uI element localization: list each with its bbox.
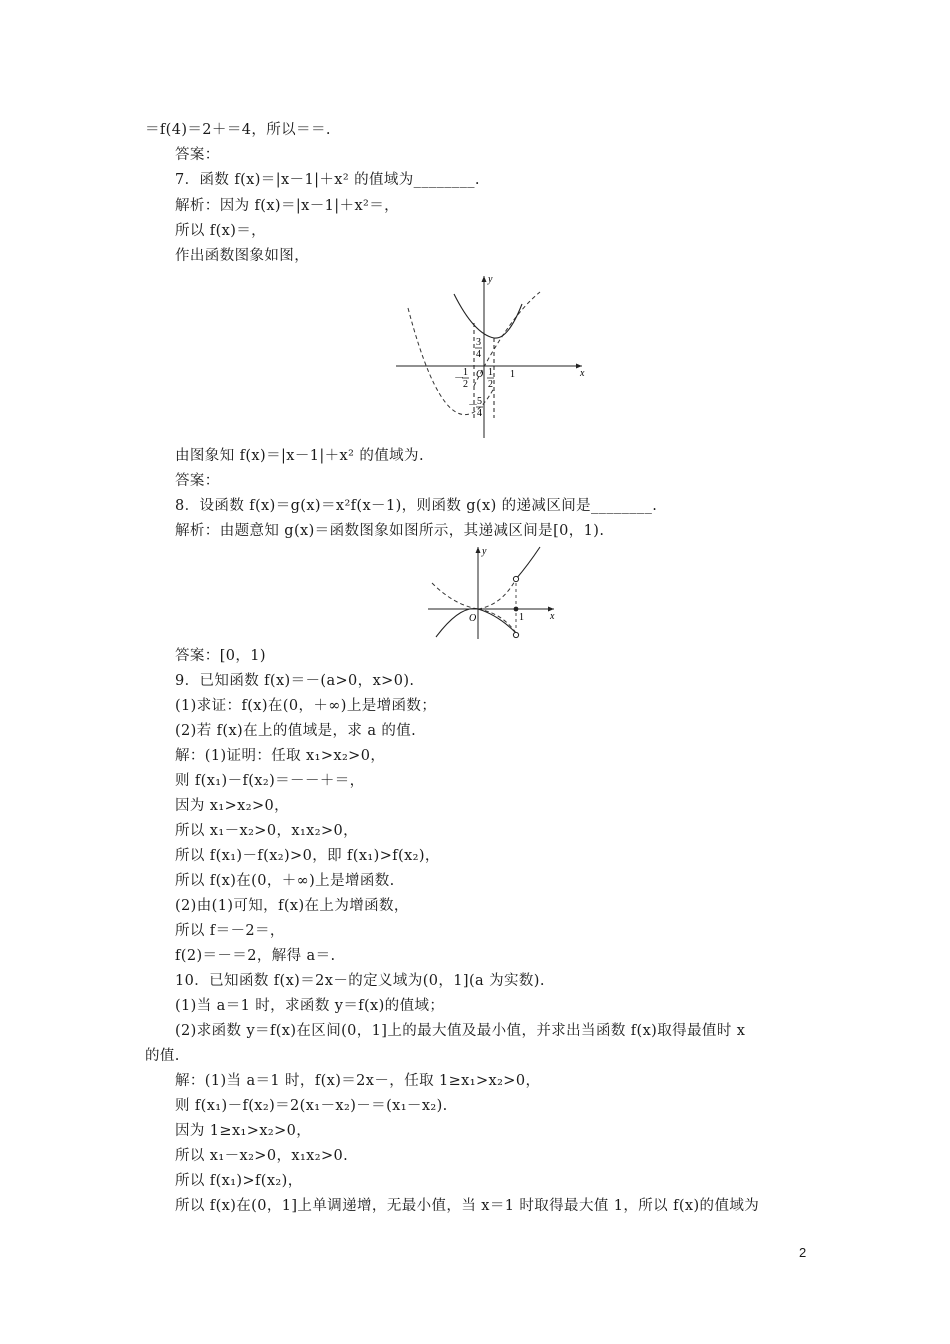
fig1-label-neg54-num: 5 (477, 396, 482, 407)
fig1-label-neg54-sign: － (468, 400, 478, 411)
text-line-4: 解析：因为 f(x)＝|x－1|＋x²＝， (175, 198, 400, 214)
text-line-24: 10．已知函数 f(x)＝2x－的定义域为(0，1](a 为实数). (175, 973, 545, 989)
figure-2-graph (424, 543, 564, 643)
text-line-28: 解：(1)当 a＝1 时，f(x)＝2x－，任取 1≥x₁>x₂>0， (175, 1073, 541, 1089)
fig1-label-half-den: 2 (488, 379, 493, 390)
fig1-label-neg54-den: 4 (477, 408, 482, 419)
fig2-axis-y-label: y (482, 546, 487, 557)
text-line-14: (2)若 f(x)在上的值域是，求 a 的值. (175, 723, 417, 739)
text-line-16: 则 f(x₁)－f(x₂)＝－－＋＝， (175, 773, 365, 789)
fig1-label-neg-half-num: 1 (463, 367, 468, 378)
text-line-1: ＝f(4)＝2＋＝4，所以＝＝. (145, 122, 331, 138)
fig1-label-neg-half-den: 2 (463, 379, 468, 390)
fig1-label-4: 4 (476, 349, 481, 360)
text-line-3: 7．函数 f(x)＝|x－1|＋x² 的值域为________. (175, 172, 480, 188)
text-line-31: 所以 x₁－x₂>0，x₁x₂>0. (175, 1148, 349, 1164)
text-line-20: 所以 f(x)在(0，＋∞)上是增函数. (175, 873, 395, 889)
text-line-22: 所以 f＝－2＝， (175, 923, 285, 939)
text-line-18: 所以 x₁－x₂>0，x₁x₂>0， (175, 823, 359, 839)
text-line-19: 所以 f(x₁)－f(x₂)>0，即 f(x₁)>f(x₂)， (175, 848, 440, 864)
fig1-axis-x-label: x (580, 368, 585, 379)
text-line-13: (1)求证：f(x)在(0，＋∞)上是增函数； (175, 698, 437, 714)
text-line-23: f(2)＝－＝2，解得 a＝. (175, 948, 336, 964)
text-line-17: 因为 x₁>x₂>0， (175, 798, 290, 814)
fig2-label-one: 1 (519, 612, 524, 623)
text-line-11: 答案：[0，1) (175, 648, 266, 664)
text-line-32: 所以 f(x₁)>f(x₂)， (175, 1173, 303, 1189)
text-line-9: 8．设函数 f(x)＝g(x)＝x²f(x－1)，则函数 g(x) 的递减区间是________. (175, 498, 658, 514)
text-line-26: (2)求函数 y＝f(x)在区间(0，1]上的最大值及最小值，并求出当函数 f(x)取得最值时 x (175, 1023, 746, 1039)
text-line-33: 所以 f(x)在(0，1]上单调递增，无最小值，当 x＝1 时取得最大值 1，所以 f(x)的值域为 (175, 1198, 760, 1214)
text-line-12: 9．已知函数 f(x)＝－(a>0，x>0). (175, 673, 415, 689)
text-line-25: (1)当 a＝1 时，求函数 y＝f(x)的值域； (175, 998, 445, 1014)
text-line-27: 的值. (145, 1048, 180, 1064)
text-line-10: 解析：由题意知 g(x)＝函数图象如图所示，其递减区间是[0，1). (175, 523, 605, 539)
text-line-8: 答案： (175, 473, 220, 489)
text-line-30: 因为 1≥x₁>x₂>0， (175, 1123, 312, 1139)
fig2-axis-x-label: x (550, 611, 555, 622)
text-line-7: 由图象知 f(x)＝|x－1|＋x² 的值域为. (175, 448, 424, 464)
text-line-15: 解：(1)证明：任取 x₁>x₂>0， (175, 748, 386, 764)
fig1-label-3: 3 (476, 337, 481, 348)
fig2-origin-label: O (469, 613, 477, 624)
fig1-label-neg-sign: － (454, 373, 464, 384)
fig1-axis-y-label: y (488, 274, 493, 285)
fig1-label-half-num: 1 (488, 367, 493, 378)
text-line-29: 则 f(x₁)－f(x₂)＝2(x₁－x₂)－＝(x₁－x₂). (175, 1098, 448, 1114)
fig1-origin-label: O (476, 369, 484, 380)
text-line-6: 作出函数图象如图， (175, 248, 310, 264)
page-number: 2 (799, 1245, 807, 1260)
figure-1-graph (390, 268, 590, 440)
fig1-label-one: 1 (510, 369, 515, 380)
text-line-21: (2)由(1)可知，f(x)在上为增函数， (175, 898, 409, 914)
text-line-2: 答案： (175, 147, 220, 163)
text-line-5: 所以 f(x)＝， (175, 223, 267, 239)
